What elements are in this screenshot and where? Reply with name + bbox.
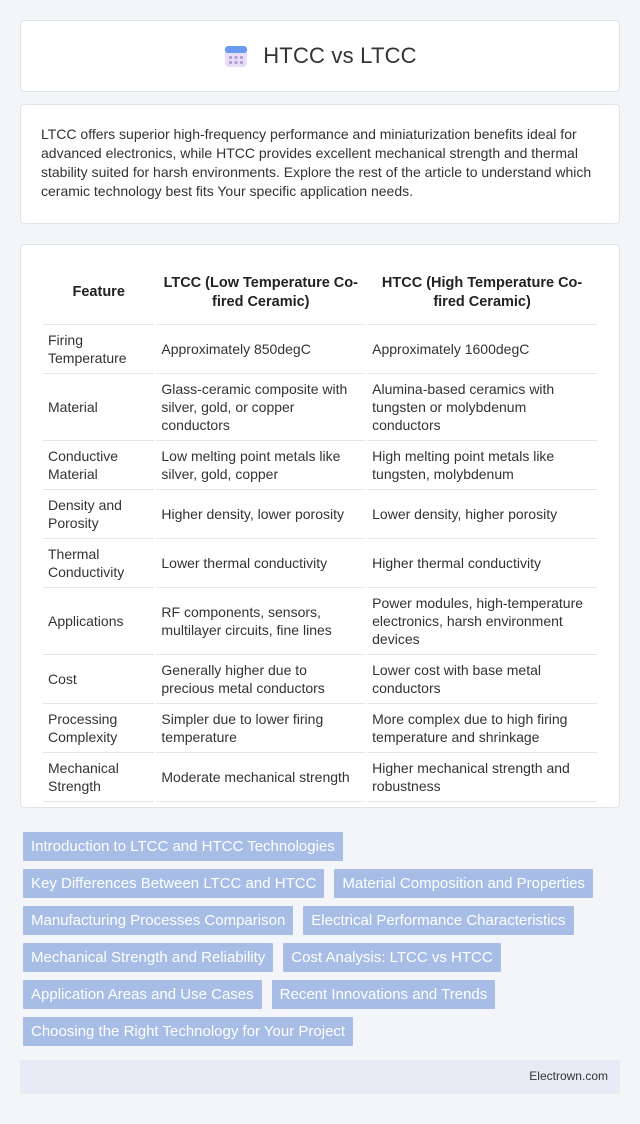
table-row (43, 753, 597, 802)
htcc-cell: Power modules, high-temperature electronics, harsh environment devices (367, 588, 597, 655)
ltcc-cell: Simpler due to lower firing temperature (156, 704, 365, 753)
calendar-icon (223, 43, 249, 69)
feature-cell: Applications (43, 588, 154, 655)
htcc-cell: More complex due to high firing temperature and shrinkage (367, 704, 597, 753)
htcc-cell: Higher mechanical strength and robustness (367, 753, 597, 802)
toc-link-material-composition[interactable]: Material Composition and Properties (334, 869, 593, 898)
ltcc-cell: RF components, sensors, multilayer circuits, fine lines (156, 588, 365, 655)
toc-row (23, 832, 623, 869)
htcc-cell: Higher thermal conductivity (367, 539, 597, 588)
ltcc-cell: Low melting point metals like silver, gold, copper (156, 441, 365, 490)
toc-row (23, 869, 623, 906)
table-row (43, 655, 597, 704)
htcc-cell: High melting point metals like tungsten, molybdenum (367, 441, 597, 490)
toc-link-introduction[interactable]: Introduction to LTCC and HTCC Technologies (23, 832, 343, 861)
toc-link-manufacturing-processes[interactable]: Manufacturing Processes Comparison (23, 906, 293, 935)
table-row (43, 374, 597, 441)
feature-cell: Cost (43, 655, 154, 704)
table-row (43, 588, 597, 655)
feature-cell: Firing Temperature (43, 325, 154, 374)
htcc-cell: Lower density, higher porosity (367, 490, 597, 539)
table-row (43, 539, 597, 588)
ltcc-cell: Glass-ceramic composite with silver, gold, or copper conductors (156, 374, 365, 441)
footer-site-name: Electrown.com (529, 1069, 608, 1083)
column-header-feature: Feature (43, 261, 154, 325)
ltcc-cell: Higher density, lower porosity (156, 490, 365, 539)
table-row (43, 704, 597, 753)
comparison-table-card (20, 244, 620, 808)
intro-card (20, 104, 620, 224)
feature-cell: Mechanical Strength (43, 753, 154, 802)
table-row (43, 441, 597, 490)
htcc-cell: Lower cost with base metal conductors (367, 655, 597, 704)
feature-cell: Material (43, 374, 154, 441)
table-header-row (43, 261, 597, 325)
column-header-ltcc: LTCC (Low Temperature Co-fired Ceramic) (156, 261, 365, 325)
toc-row (23, 906, 623, 943)
ltcc-cell: Lower thermal conductivity (156, 539, 365, 588)
page-title: HTCC vs LTCC (263, 43, 417, 68)
footer (20, 1060, 620, 1094)
table-of-contents (23, 832, 623, 1054)
feature-cell: Processing Complexity (43, 704, 154, 753)
toc-link-application-areas[interactable]: Application Areas and Use Cases (23, 980, 262, 1009)
feature-cell: Conductive Material (43, 441, 154, 490)
toc-row (23, 943, 623, 980)
htcc-cell: Approximately 1600degC (367, 325, 597, 374)
header-card (20, 20, 620, 92)
table-row (43, 490, 597, 539)
table-row (43, 325, 597, 374)
toc-link-choosing-technology[interactable]: Choosing the Right Technology for Your Project (23, 1017, 353, 1046)
htcc-cell: Alumina-based ceramics with tungsten or molybdenum conductors (367, 374, 597, 441)
toc-link-key-differences[interactable]: Key Differences Between LTCC and HTCC (23, 869, 324, 898)
toc-link-electrical-performance[interactable]: Electrical Performance Characteristics (303, 906, 573, 935)
feature-cell: Density and Porosity (43, 490, 154, 539)
column-header-htcc: HTCC (High Temperature Co-fired Ceramic) (367, 261, 597, 325)
ltcc-cell: Moderate mechanical strength (156, 753, 365, 802)
ltcc-cell: Approximately 850degC (156, 325, 365, 374)
toc-link-recent-innovations[interactable]: Recent Innovations and Trends (272, 980, 496, 1009)
comparison-table (41, 261, 599, 802)
ltcc-cell: Generally higher due to precious metal conductors (156, 655, 365, 704)
toc-link-cost-analysis[interactable]: Cost Analysis: LTCC vs HTCC (283, 943, 500, 972)
feature-cell: Thermal Conductivity (43, 539, 154, 588)
toc-row (23, 980, 623, 1017)
intro-text: LTCC offers superior high-frequency performance and miniaturization benefits ideal for advanced electronics, while HTCC provides excellent mechanical strength and thermal stability suited for harsh environments. Explore the rest of the article to understand which ceramic technology best fits Your specific application needs. (41, 126, 592, 199)
toc-row (23, 1017, 623, 1054)
header (223, 43, 417, 69)
toc-link-mechanical-strength[interactable]: Mechanical Strength and Reliability (23, 943, 273, 972)
